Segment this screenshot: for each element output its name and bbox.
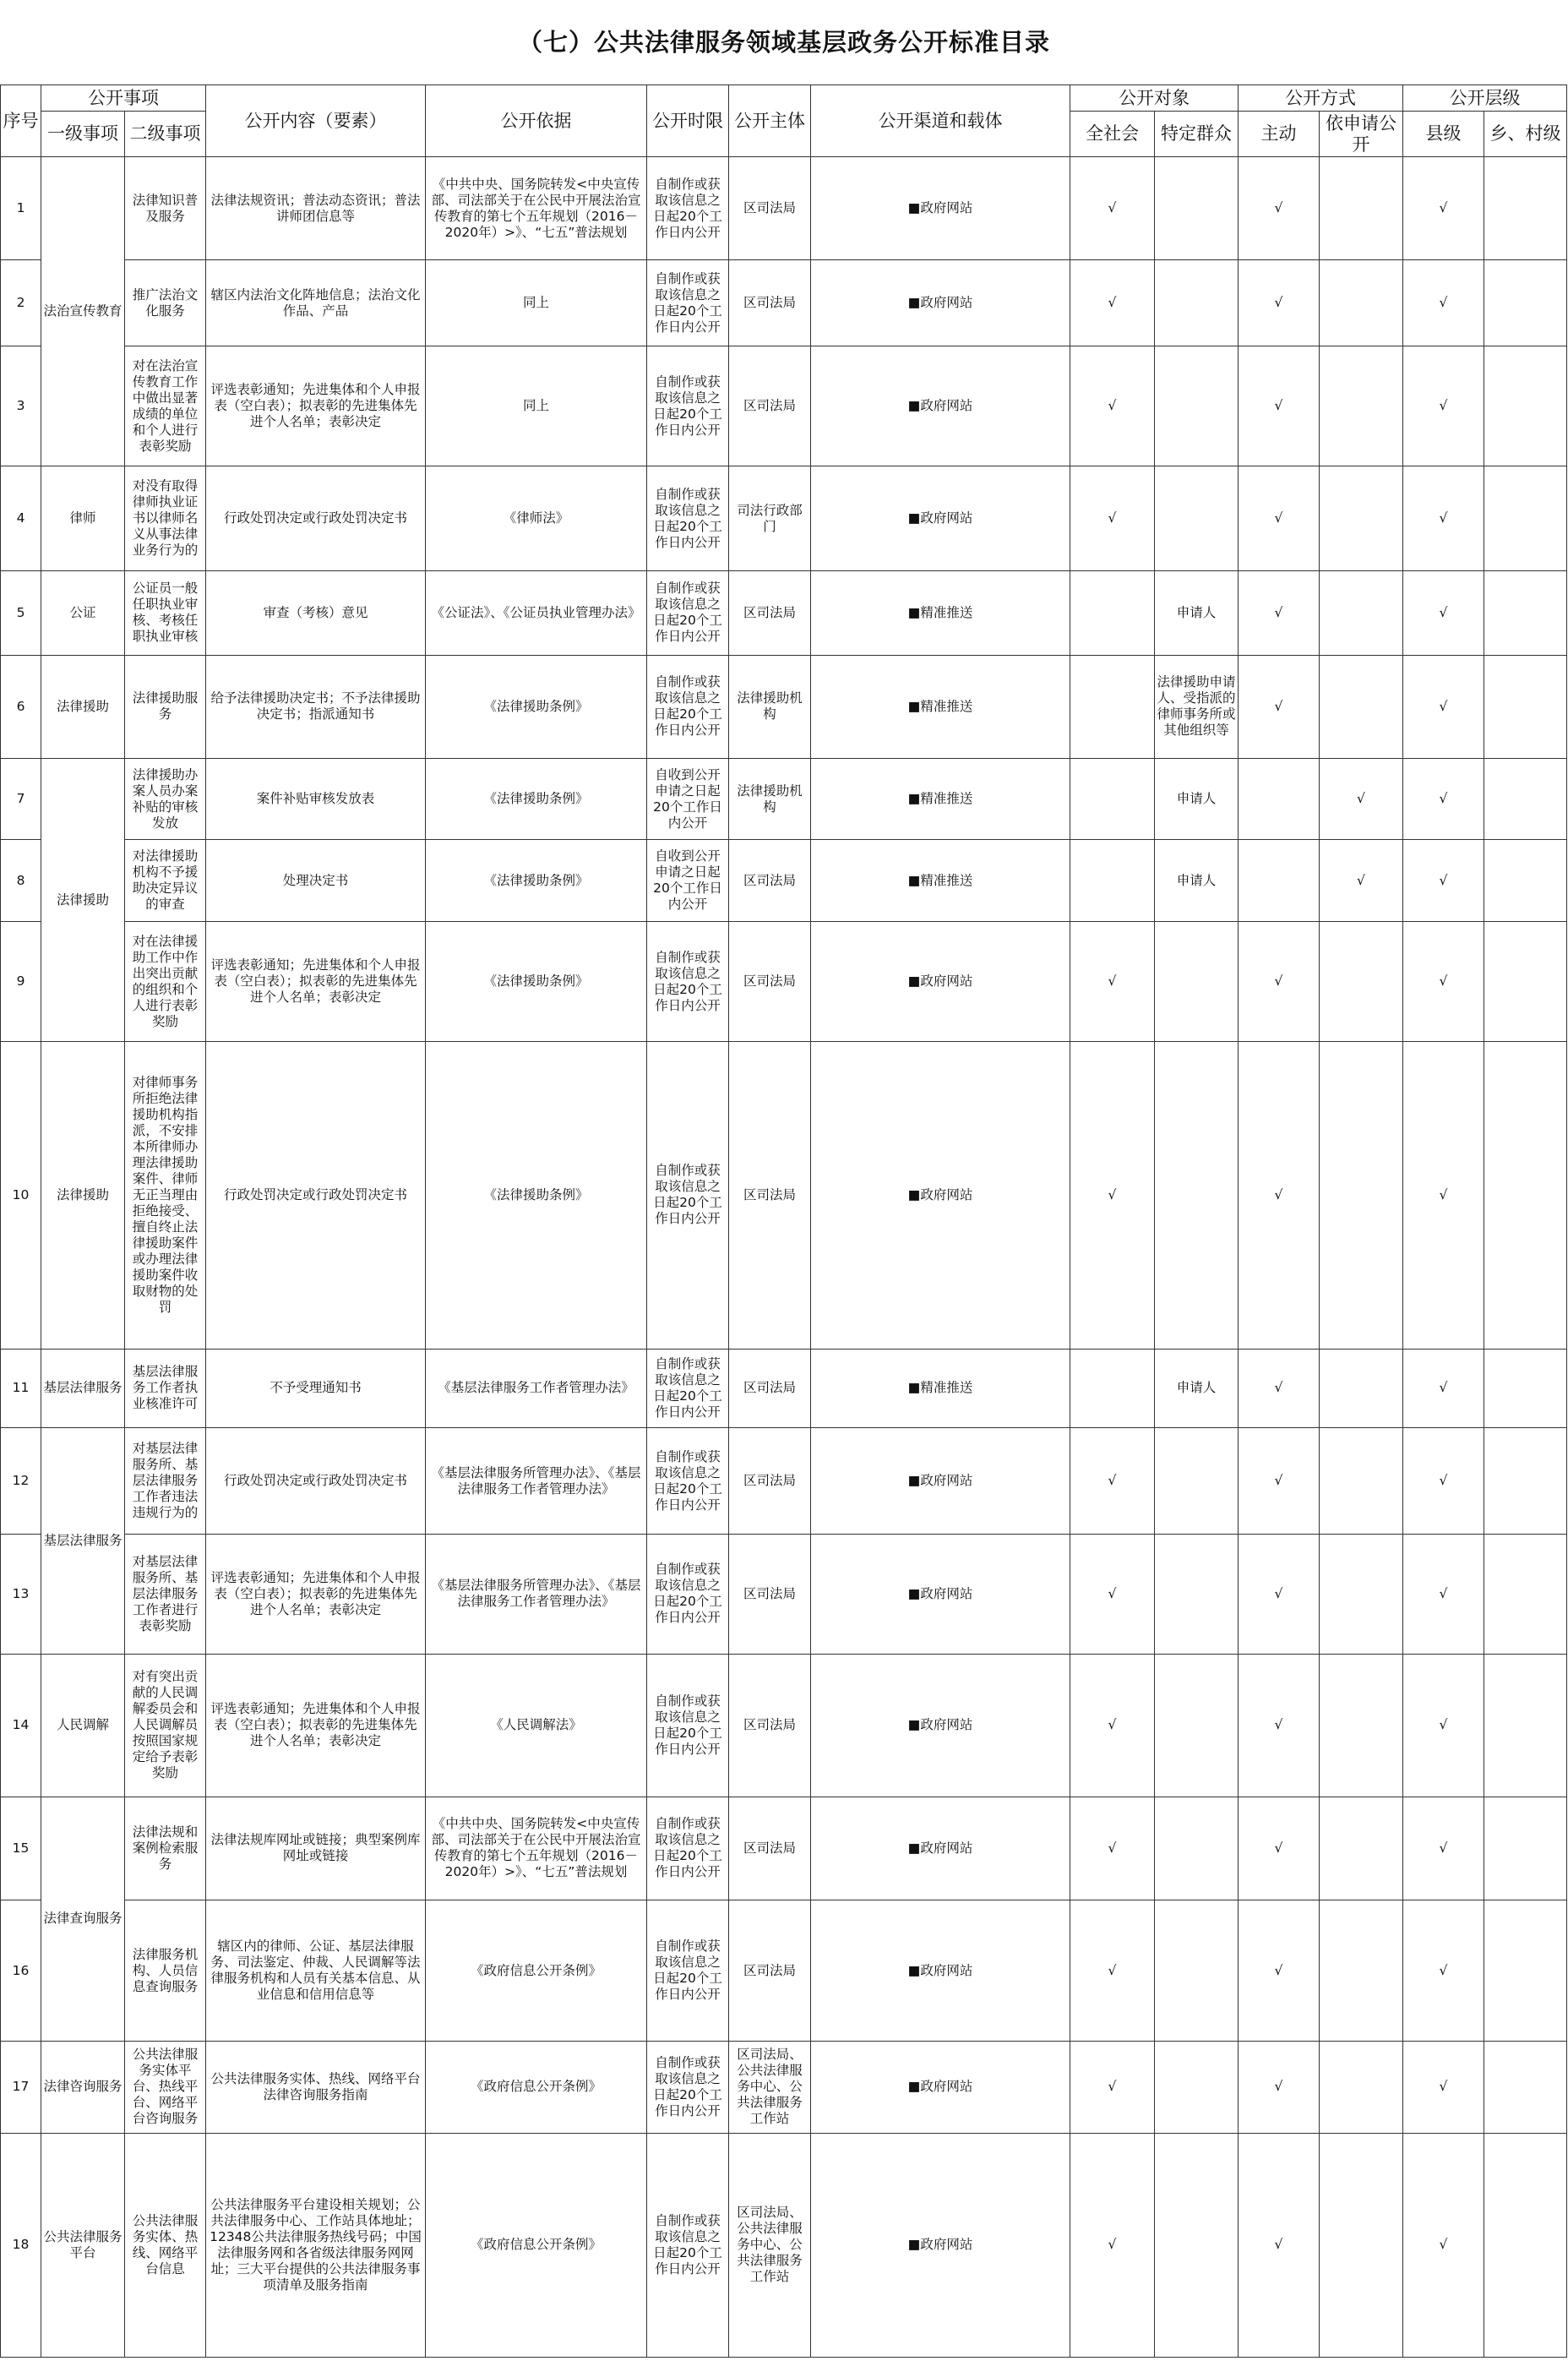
disclosure-basis: 《法律援助条例》 xyxy=(426,840,647,922)
table-body xyxy=(1,157,1567,2358)
method-active-mark: √ xyxy=(1239,346,1320,466)
header-method: 公开方式 xyxy=(1239,85,1403,112)
method-apply-mark xyxy=(1320,922,1403,1042)
target-public-mark: √ xyxy=(1070,2133,1155,2357)
header-time: 公开时限 xyxy=(647,85,729,157)
level2-item: 公证员一般任职执业审核、考核任职执业审核 xyxy=(125,570,206,655)
target-public-mark: √ xyxy=(1070,1797,1155,1900)
table-row xyxy=(1,2042,1567,2134)
target-specific-group xyxy=(1155,346,1239,466)
header-seq: 序号 xyxy=(1,85,41,157)
level2-item: 推广法治文化服务 xyxy=(125,260,206,346)
table-row xyxy=(1,1900,1567,2042)
disclosure-time: 自制作或获取该信息之日起20个工作日内公开 xyxy=(647,1428,729,1534)
disclosure-time: 自收到公开申请之日起20个工作日内公开 xyxy=(647,759,729,840)
level2-item: 对有突出贡献的人民调解委员会和人民调解员按照国家规定给予表彰奖励 xyxy=(125,1654,206,1797)
level-county-mark: √ xyxy=(1403,1349,1484,1428)
disclosure-time: 自制作或获取该信息之日起20个工作日内公开 xyxy=(647,1797,729,1900)
disclosure-channel: ■政府网站 xyxy=(811,1900,1070,2042)
disclosure-time: 自制作或获取该信息之日起20个工作日内公开 xyxy=(647,466,729,570)
disclosure-content: 行政处罚决定或行政处罚决定书 xyxy=(206,1428,426,1534)
level-village-mark xyxy=(1484,1042,1567,1349)
disclosure-subject: 区司法局、公共法律服务中心、公共法律服务工作站 xyxy=(729,2042,811,2134)
level-village-mark xyxy=(1484,655,1567,758)
disclosure-content: 不予受理通知书 xyxy=(206,1349,426,1428)
disclosure-content: 公共法律服务平台建设相关规划；公共法律服务中心、工作站具体地址；12348公共法律服务热线号码；中国法律服务网和各省级法律服务网网址；三大平台提供的公共法律服务事项清单及服务指南 xyxy=(206,2133,426,2357)
method-active-mark: √ xyxy=(1239,1428,1320,1534)
method-active-mark: √ xyxy=(1239,157,1320,260)
header-subject: 公开主体 xyxy=(729,85,811,157)
disclosure-basis: 《法律援助条例》 xyxy=(426,655,647,758)
target-specific-group xyxy=(1155,157,1239,260)
disclosure-time: 自制作或获取该信息之日起20个工作日内公开 xyxy=(647,2133,729,2357)
disclosure-basis: 《中共中央、国务院转发<中央宣传部、司法部关于在公民中开展法治宣传教育的第七个五年规划（2016－2020年）>》、“七五”普法规划 xyxy=(426,1797,647,1900)
disclosure-subject: 区司法局 xyxy=(729,346,811,466)
method-active-mark: √ xyxy=(1239,570,1320,655)
level1-item: 基层法律服务 xyxy=(41,1428,125,1654)
disclosure-time: 自制作或获取该信息之日起20个工作日内公开 xyxy=(647,157,729,260)
disclosure-content: 评选表彰通知；先进集体和个人申报表（空白表）；拟表彰的先进集体先进个人名单；表彰决定 xyxy=(206,922,426,1042)
disclosure-basis: 《法律援助条例》 xyxy=(426,922,647,1042)
target-specific-group: 申请人 xyxy=(1155,840,1239,922)
disclosure-time: 自制作或获取该信息之日起20个工作日内公开 xyxy=(647,655,729,758)
row-number: 17 xyxy=(1,2042,41,2134)
disclosure-subject: 区司法局 xyxy=(729,157,811,260)
table-row xyxy=(1,922,1567,1042)
header-level1: 一级事项 xyxy=(41,112,125,157)
target-public-mark xyxy=(1070,759,1155,840)
table-row xyxy=(1,260,1567,346)
method-apply-mark xyxy=(1320,2042,1403,2134)
level-village-mark xyxy=(1484,1654,1567,1797)
disclosure-basis: 《政府信息公开条例》 xyxy=(426,2042,647,2134)
level1-item: 公共法律服务平台 xyxy=(41,2133,125,2357)
header-target: 公开对象 xyxy=(1070,85,1239,112)
target-specific-group: 申请人 xyxy=(1155,1349,1239,1428)
method-active-mark xyxy=(1239,840,1320,922)
level-village-mark xyxy=(1484,759,1567,840)
row-number: 4 xyxy=(1,466,41,570)
header-active: 主动 xyxy=(1239,112,1320,157)
disclosure-content: 行政处罚决定或行政处罚决定书 xyxy=(206,1042,426,1349)
level-county-mark: √ xyxy=(1403,655,1484,758)
disclosure-basis: 《公证法》、《公证员执业管理办法》 xyxy=(426,570,647,655)
method-apply-mark xyxy=(1320,2133,1403,2357)
method-apply-mark xyxy=(1320,1900,1403,2042)
level-village-mark xyxy=(1484,346,1567,466)
target-public-mark: √ xyxy=(1070,1654,1155,1797)
disclosure-channel: ■政府网站 xyxy=(811,346,1070,466)
disclosure-basis: 《基层法律服务工作者管理办法》 xyxy=(426,1349,647,1428)
disclosure-time: 自制作或获取该信息之日起20个工作日内公开 xyxy=(647,1900,729,2042)
disclosure-subject: 区司法局 xyxy=(729,1797,811,1900)
row-number: 9 xyxy=(1,922,41,1042)
disclosure-content: 处理决定书 xyxy=(206,840,426,922)
target-public-mark: √ xyxy=(1070,1534,1155,1654)
target-specific-group xyxy=(1155,1900,1239,2042)
level-county-mark: √ xyxy=(1403,1534,1484,1654)
level1-item: 法治宣传教育 xyxy=(41,157,125,466)
level-county-mark: √ xyxy=(1403,922,1484,1042)
disclosure-subject: 区司法局 xyxy=(729,570,811,655)
method-active-mark: √ xyxy=(1239,2042,1320,2134)
method-apply-mark xyxy=(1320,1534,1403,1654)
disclosure-channel: ■精准推送 xyxy=(811,1349,1070,1428)
table-row xyxy=(1,1349,1567,1428)
method-active-mark: √ xyxy=(1239,1534,1320,1654)
disclosure-channel: ■精准推送 xyxy=(811,655,1070,758)
header-village: 乡、村级 xyxy=(1484,112,1567,157)
method-active-mark: √ xyxy=(1239,1900,1320,2042)
level-village-mark xyxy=(1484,840,1567,922)
level-county-mark: √ xyxy=(1403,1428,1484,1534)
target-public-mark: √ xyxy=(1070,1042,1155,1349)
table-row xyxy=(1,840,1567,922)
target-specific-group: 法律援助申请人、受指派的律师事务所或其他组织等 xyxy=(1155,655,1239,758)
row-number: 10 xyxy=(1,1042,41,1349)
row-number: 11 xyxy=(1,1349,41,1428)
level2-item: 对没有取得律师执业证书以律师名义从事法律业务行为的 xyxy=(125,466,206,570)
header-apply: 依申请公开 xyxy=(1320,112,1403,157)
level-village-mark xyxy=(1484,1349,1567,1428)
method-active-mark: √ xyxy=(1239,1654,1320,1797)
level1-item: 法律查询服务 xyxy=(41,1797,125,2041)
table-row xyxy=(1,655,1567,758)
disclosure-channel: ■精准推送 xyxy=(811,570,1070,655)
target-specific-group xyxy=(1155,260,1239,346)
disclosure-time: 自制作或获取该信息之日起20个工作日内公开 xyxy=(647,922,729,1042)
header-level: 公开层级 xyxy=(1403,85,1567,112)
disclosure-content: 评选表彰通知；先进集体和个人申报表（空白表）；拟表彰的先进集体先进个人名单；表彰决定 xyxy=(206,346,426,466)
method-apply-mark xyxy=(1320,466,1403,570)
method-apply-mark xyxy=(1320,1349,1403,1428)
row-number: 14 xyxy=(1,1654,41,1797)
disclosure-channel: ■政府网站 xyxy=(811,922,1070,1042)
target-specific-group xyxy=(1155,2133,1239,2357)
table-row xyxy=(1,157,1567,260)
target-specific-group: 申请人 xyxy=(1155,759,1239,840)
header-public: 全社会 xyxy=(1070,112,1155,157)
row-number: 13 xyxy=(1,1534,41,1654)
disclosure-channel: ■政府网站 xyxy=(811,2133,1070,2357)
level-county-mark: √ xyxy=(1403,157,1484,260)
level-village-mark xyxy=(1484,157,1567,260)
row-number: 12 xyxy=(1,1428,41,1534)
target-public-mark xyxy=(1070,570,1155,655)
level2-item: 对律师事务所拒绝法律援助机构指派，不安排本所律师办理法律援助案件、律师无正当理由拒绝接受、擅自终止法律援助案件或办理法律援助案件收取财物的处罚 xyxy=(125,1042,206,1349)
disclosure-channel: ■政府网站 xyxy=(811,1534,1070,1654)
level2-item: 公共法律服务实体平台、热线平台、网络平台咨询服务 xyxy=(125,2042,206,2134)
level-county-mark: √ xyxy=(1403,759,1484,840)
header-specific: 特定群众 xyxy=(1155,112,1239,157)
disclosure-content: 公共法律服务实体、热线、网络平台法律咨询服务指南 xyxy=(206,2042,426,2134)
method-apply-mark xyxy=(1320,1654,1403,1797)
disclosure-content: 法律法规资讯；普法动态资讯；普法讲师团信息等 xyxy=(206,157,426,260)
level2-item: 法律服务机构、人员信息查询服务 xyxy=(125,1900,206,2042)
row-number: 18 xyxy=(1,2133,41,2357)
disclosure-basis: 《律师法》 xyxy=(426,466,647,570)
level-county-mark: √ xyxy=(1403,2133,1484,2357)
table-row xyxy=(1,759,1567,840)
level-village-mark xyxy=(1484,2133,1567,2357)
level1-item: 公证 xyxy=(41,570,125,655)
disclosure-basis: 同上 xyxy=(426,346,647,466)
level1-item: 法律援助 xyxy=(41,1042,125,1349)
level-county-mark: √ xyxy=(1403,346,1484,466)
header-content: 公开内容（要素） xyxy=(206,85,426,157)
disclosure-subject: 区司法局 xyxy=(729,1349,811,1428)
disclosure-content: 行政处罚决定或行政处罚决定书 xyxy=(206,466,426,570)
row-number: 8 xyxy=(1,840,41,922)
disclosure-time: 自制作或获取该信息之日起20个工作日内公开 xyxy=(647,2042,729,2134)
level2-item: 对在法律援助工作中作出突出贡献的组织和个人进行表彰奖励 xyxy=(125,922,206,1042)
target-specific-group xyxy=(1155,466,1239,570)
target-public-mark: √ xyxy=(1070,260,1155,346)
level-county-mark: √ xyxy=(1403,260,1484,346)
target-specific-group: 申请人 xyxy=(1155,570,1239,655)
level2-item: 对基层法律服务所、基层法律服务工作者违法违规行为的 xyxy=(125,1428,206,1534)
disclosure-basis: 《政府信息公开条例》 xyxy=(426,2133,647,2357)
table-row xyxy=(1,466,1567,570)
level2-item: 法律法规和案例检索服务 xyxy=(125,1797,206,1900)
disclosure-content: 案件补贴审核发放表 xyxy=(206,759,426,840)
disclosure-time: 自收到公开申请之日起20个工作日内公开 xyxy=(647,840,729,922)
row-number: 2 xyxy=(1,260,41,346)
method-apply-mark: √ xyxy=(1320,759,1403,840)
disclosure-subject: 区司法局 xyxy=(729,1900,811,2042)
disclosure-time: 自制作或获取该信息之日起20个工作日内公开 xyxy=(647,1349,729,1428)
disclosure-basis: 《政府信息公开条例》 xyxy=(426,1900,647,2042)
method-apply-mark xyxy=(1320,346,1403,466)
disclosure-subject: 区司法局、公共法律服务中心、公共法律服务工作站 xyxy=(729,2133,811,2357)
disclosure-basis: 《人民调解法》 xyxy=(426,1654,647,1797)
target-public-mark: √ xyxy=(1070,922,1155,1042)
header-matters: 公开事项 xyxy=(41,85,206,112)
level1-item: 基层法律服务 xyxy=(41,1349,125,1428)
disclosure-content: 审查（考核）意见 xyxy=(206,570,426,655)
level2-item: 法律援助办案人员办案补贴的审核发放 xyxy=(125,759,206,840)
page-title: （七）公共法律服务领域基层政务公开标准目录 xyxy=(517,28,1050,57)
target-public-mark: √ xyxy=(1070,1900,1155,2042)
target-specific-group xyxy=(1155,1654,1239,1797)
target-specific-group xyxy=(1155,1042,1239,1349)
disclosure-content: 辖区内法治文化阵地信息；法治文化作品、产品 xyxy=(206,260,426,346)
disclosure-basis: 《中共中央、国务院转发<中央宣传部、司法部关于在公民中开展法治宣传教育的第七个五年规划（2016－2020年）>》、“七五”普法规划 xyxy=(426,157,647,260)
disclosure-subject: 区司法局 xyxy=(729,1654,811,1797)
method-active-mark xyxy=(1239,759,1320,840)
disclosure-subject: 法律援助机构 xyxy=(729,759,811,840)
row-number: 6 xyxy=(1,655,41,758)
level-county-mark: √ xyxy=(1403,1797,1484,1900)
level-village-mark xyxy=(1484,922,1567,1042)
level2-item: 对基层法律服务所、基层法律服务工作者进行表彰奖励 xyxy=(125,1534,206,1654)
disclosure-content: 法律法规库网址或链接；典型案例库网址或链接 xyxy=(206,1797,426,1900)
disclosure-time: 自制作或获取该信息之日起20个工作日内公开 xyxy=(647,1654,729,1797)
method-active-mark: √ xyxy=(1239,1042,1320,1349)
disclosure-channel: ■政府网站 xyxy=(811,2042,1070,2134)
row-number: 3 xyxy=(1,346,41,466)
method-active-mark: √ xyxy=(1239,655,1320,758)
target-public-mark: √ xyxy=(1070,2042,1155,2134)
table-row xyxy=(1,1428,1567,1534)
level2-item: 公共法律服务实体、热线、网络平台信息 xyxy=(125,2133,206,2357)
method-apply-mark xyxy=(1320,1428,1403,1534)
table-row xyxy=(1,570,1567,655)
level2-item: 法律知识普及服务 xyxy=(125,157,206,260)
disclosure-basis: 《基层法律服务所管理办法》、《基层法律服务工作者管理办法》 xyxy=(426,1428,647,1534)
method-active-mark: √ xyxy=(1239,922,1320,1042)
table-row xyxy=(1,1654,1567,1797)
disclosure-subject: 区司法局 xyxy=(729,840,811,922)
target-public-mark xyxy=(1070,840,1155,922)
disclosure-channel: ■精准推送 xyxy=(811,840,1070,922)
disclosure-subject: 区司法局 xyxy=(729,260,811,346)
level2-item: 对法律援助机构不予援助决定异议的审查 xyxy=(125,840,206,922)
header-basis: 公开依据 xyxy=(426,85,647,157)
level-village-mark xyxy=(1484,2042,1567,2134)
disclosure-basis: 《法律援助条例》 xyxy=(426,759,647,840)
level1-item: 法律援助 xyxy=(41,759,125,1042)
level2-item: 法律援助服务 xyxy=(125,655,206,758)
level2-item: 基层法律服务工作者执业核准许可 xyxy=(125,1349,206,1428)
method-active-mark: √ xyxy=(1239,1797,1320,1900)
disclosure-time: 自制作或获取该信息之日起20个工作日内公开 xyxy=(647,260,729,346)
row-number: 1 xyxy=(1,157,41,260)
level-village-mark xyxy=(1484,1900,1567,2042)
level1-item: 律师 xyxy=(41,466,125,570)
method-active-mark: √ xyxy=(1239,2133,1320,2357)
level-county-mark: √ xyxy=(1403,2042,1484,2134)
level-village-mark xyxy=(1484,1534,1567,1654)
level1-item: 法律援助 xyxy=(41,655,125,758)
target-specific-group xyxy=(1155,1797,1239,1900)
level-county-mark: √ xyxy=(1403,1042,1484,1349)
level-county-mark: √ xyxy=(1403,840,1484,922)
table-row xyxy=(1,1797,1567,1900)
level1-item: 法律咨询服务 xyxy=(41,2042,125,2134)
target-specific-group xyxy=(1155,922,1239,1042)
header-county: 县级 xyxy=(1403,112,1484,157)
level-county-mark: √ xyxy=(1403,1654,1484,1797)
row-number: 16 xyxy=(1,1900,41,2042)
disclosure-basis: 《法律援助条例》 xyxy=(426,1042,647,1349)
disclosure-subject: 区司法局 xyxy=(729,1428,811,1534)
method-active-mark: √ xyxy=(1239,1349,1320,1428)
table-row xyxy=(1,2133,1567,2357)
header-channel: 公开渠道和载体 xyxy=(811,85,1070,157)
target-public-mark: √ xyxy=(1070,157,1155,260)
disclosure-basis: 同上 xyxy=(426,260,647,346)
level1-item: 人民调解 xyxy=(41,1654,125,1797)
level-village-mark xyxy=(1484,570,1567,655)
disclosure-basis: 《基层法律服务所管理办法》、《基层法律服务工作者管理办法》 xyxy=(426,1534,647,1654)
disclosure-channel: ■政府网站 xyxy=(811,157,1070,260)
method-apply-mark xyxy=(1320,260,1403,346)
disclosure-time: 自制作或获取该信息之日起20个工作日内公开 xyxy=(647,346,729,466)
disclosure-subject: 区司法局 xyxy=(729,1042,811,1349)
disclosure-channel: ■政府网站 xyxy=(811,260,1070,346)
disclosure-content: 辖区内的律师、公证、基层法律服务、司法鉴定、仲裁、人民调解等法律服务机构和人员有关基本信息、从业信息和信用信息等 xyxy=(206,1900,426,2042)
level-county-mark: √ xyxy=(1403,1900,1484,2042)
target-public-mark xyxy=(1070,1349,1155,1428)
method-apply-mark xyxy=(1320,1797,1403,1900)
disclosure-channel: ■政府网站 xyxy=(811,466,1070,570)
level2-item: 对在法治宣传教育工作中做出显著成绩的单位和个人进行表彰奖励 xyxy=(125,346,206,466)
disclosure-time: 自制作或获取该信息之日起20个工作日内公开 xyxy=(647,1042,729,1349)
disclosure-channel: ■政府网站 xyxy=(811,1428,1070,1534)
disclosure-content: 评选表彰通知；先进集体和个人申报表（空白表）；拟表彰的先进集体先进个人名单；表彰决定 xyxy=(206,1534,426,1654)
target-public-mark: √ xyxy=(1070,346,1155,466)
method-apply-mark xyxy=(1320,655,1403,758)
level-county-mark: √ xyxy=(1403,570,1484,655)
disclosure-time: 自制作或获取该信息之日起20个工作日内公开 xyxy=(647,1534,729,1654)
row-number: 15 xyxy=(1,1797,41,1900)
target-specific-group xyxy=(1155,2042,1239,2134)
level-village-mark xyxy=(1484,1797,1567,1900)
disclosure-subject: 区司法局 xyxy=(729,922,811,1042)
disclosure-subject: 司法行政部门 xyxy=(729,466,811,570)
disclosure-subject: 区司法局 xyxy=(729,1534,811,1654)
level-village-mark xyxy=(1484,260,1567,346)
disclosure-content: 评选表彰通知；先进集体和个人申报表（空白表）；拟表彰的先进集体先进个人名单；表彰决定 xyxy=(206,1654,426,1797)
target-specific-group xyxy=(1155,1534,1239,1654)
method-active-mark: √ xyxy=(1239,260,1320,346)
target-specific-group xyxy=(1155,1428,1239,1534)
target-public-mark: √ xyxy=(1070,1428,1155,1534)
table-row xyxy=(1,1042,1567,1349)
method-apply-mark: √ xyxy=(1320,840,1403,922)
disclosure-channel: ■精准推送 xyxy=(811,759,1070,840)
method-apply-mark xyxy=(1320,1042,1403,1349)
disclosure-channel: ■政府网站 xyxy=(811,1654,1070,1797)
row-number: 5 xyxy=(1,570,41,655)
method-apply-mark xyxy=(1320,570,1403,655)
target-public-mark: √ xyxy=(1070,466,1155,570)
table-row xyxy=(1,1534,1567,1654)
disclosure-content: 给予法律援助决定书；不予法律援助决定书；指派通知书 xyxy=(206,655,426,758)
target-public-mark xyxy=(1070,655,1155,758)
level-village-mark xyxy=(1484,1428,1567,1534)
disclosure-channel: ■政府网站 xyxy=(811,1797,1070,1900)
level-village-mark xyxy=(1484,466,1567,570)
method-active-mark: √ xyxy=(1239,466,1320,570)
row-number: 7 xyxy=(1,759,41,840)
level-county-mark: √ xyxy=(1403,466,1484,570)
header-level2: 二级事项 xyxy=(125,112,206,157)
disclosure-time: 自制作或获取该信息之日起20个工作日内公开 xyxy=(647,570,729,655)
disclosure-channel: ■政府网站 xyxy=(811,1042,1070,1349)
table-row xyxy=(1,346,1567,466)
disclosure-subject: 法律援助机构 xyxy=(729,655,811,758)
catalog-table xyxy=(0,85,1567,2358)
method-apply-mark xyxy=(1320,157,1403,260)
